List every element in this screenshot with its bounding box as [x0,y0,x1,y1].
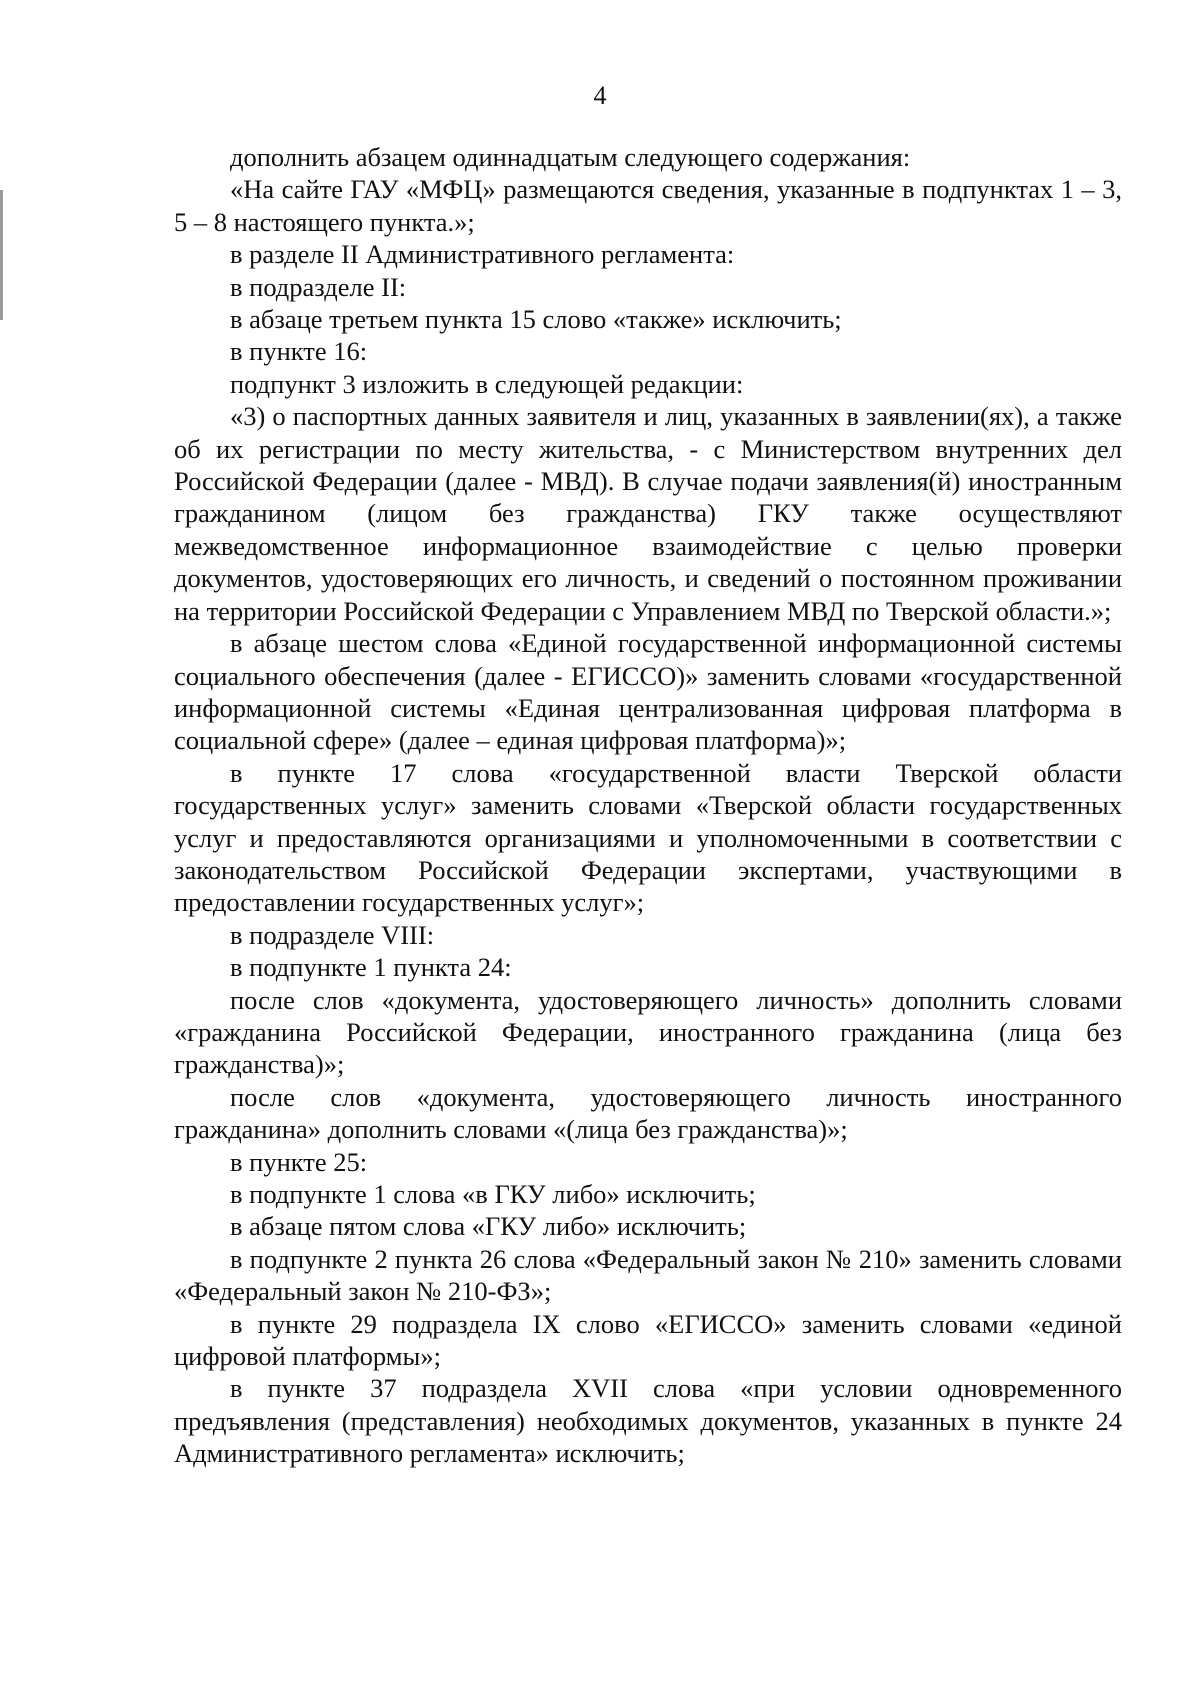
paragraph: в пункте 37 подраздела XVII слова «при условии одновременного предъявления (представления) необходимых документов, указанных в пункте 24 Административного регламента» исключить; [174,1373,1122,1469]
paragraph: в подразделе VIII: [230,919,435,950]
paragraph: подпункт 3 изложить в следующей редакции: [230,368,744,399]
paragraph: в пункте 17 слова «государственной власти Тверской области государственных услуг» заменить словами «Тверской области государственных услуг и предоставляются организациями и уполномоченными в соответствии с законодательством Российской Федерации экспертами, участвующими в предоставлении государственных услуг»; [174,757,1122,918]
document-body [174,141,1122,1470]
paragraph: дополнить абзацем одиннадцатым следующего содержания: [230,142,911,172]
paragraph: в пункте 16: [230,336,368,367]
paragraph: в абзаце третьем пункта 15 слово «также» исключить; [230,304,842,335]
paragraph: «На сайте ГАУ «МФЦ» размещаются сведения, указанные в подпунктах 1 – 3, 5 – 8 настоящего пункта.»; [174,174,1122,237]
paragraph: в подпункте 2 пункта 26 слова «Федеральный закон № 210» заменить словами «Федеральный закон № 210-ФЗ»; [174,1243,1122,1307]
paragraph: в абзаце пятом слова «ГКУ либо» исключить; [230,1211,747,1242]
page-number: 4 [593,81,607,110]
paragraph: в подразделе II: [230,271,407,302]
paragraph: после слов «документа, удостоверяющего личность иностранного гражданина» дополнить словами «(лица без гражданства)»; [174,1081,1122,1145]
paragraph: после слов «документа, удостоверяющего личность» дополнить словами «гражданина Российской Федерации, иностранного гражданина (лица без гражданства)»; [174,984,1122,1080]
paragraph: в абзаце шестом слова «Единой государственной информационной системы социального обеспечения (далее - ЕГИССО)» заменить словами «государственной информационной системы «Единая централизованная цифровая платформа в социальной сфере» (далее – единая цифровая платформа)»; [174,628,1122,756]
paragraph: «3) о паспортных данных заявителя и лиц, указанных в заявлении(ях), а также об их регистрации по месту жительства, - с Министерством внутренних дел Российской Федерации (далее - МВД). В случае подачи заявления(й) иностранным гражданином (лицом без гражданства) ГКУ также осуществляют межведомственное информационное взаимодействие с целью проверки документов, удостоверяющих его личность, и сведений о постоянном проживании на территории Российской Федерации с Управлением МВД по Тверской области.»; [174,401,1122,626]
scan-edge-mark [0,190,3,320]
paragraph: в разделе II Административного регламента: [230,239,735,270]
paragraph: в пункте 25: [230,1146,368,1177]
paragraph: в подпункте 1 пункта 24: [230,952,512,983]
paragraph: в подпункте 1 слова «в ГКУ либо» исключить; [230,1179,756,1209]
paragraph: в пункте 29 подраздела IX слово «ЕГИССО» заменить словами «единой цифровой платформы»; [174,1308,1122,1372]
